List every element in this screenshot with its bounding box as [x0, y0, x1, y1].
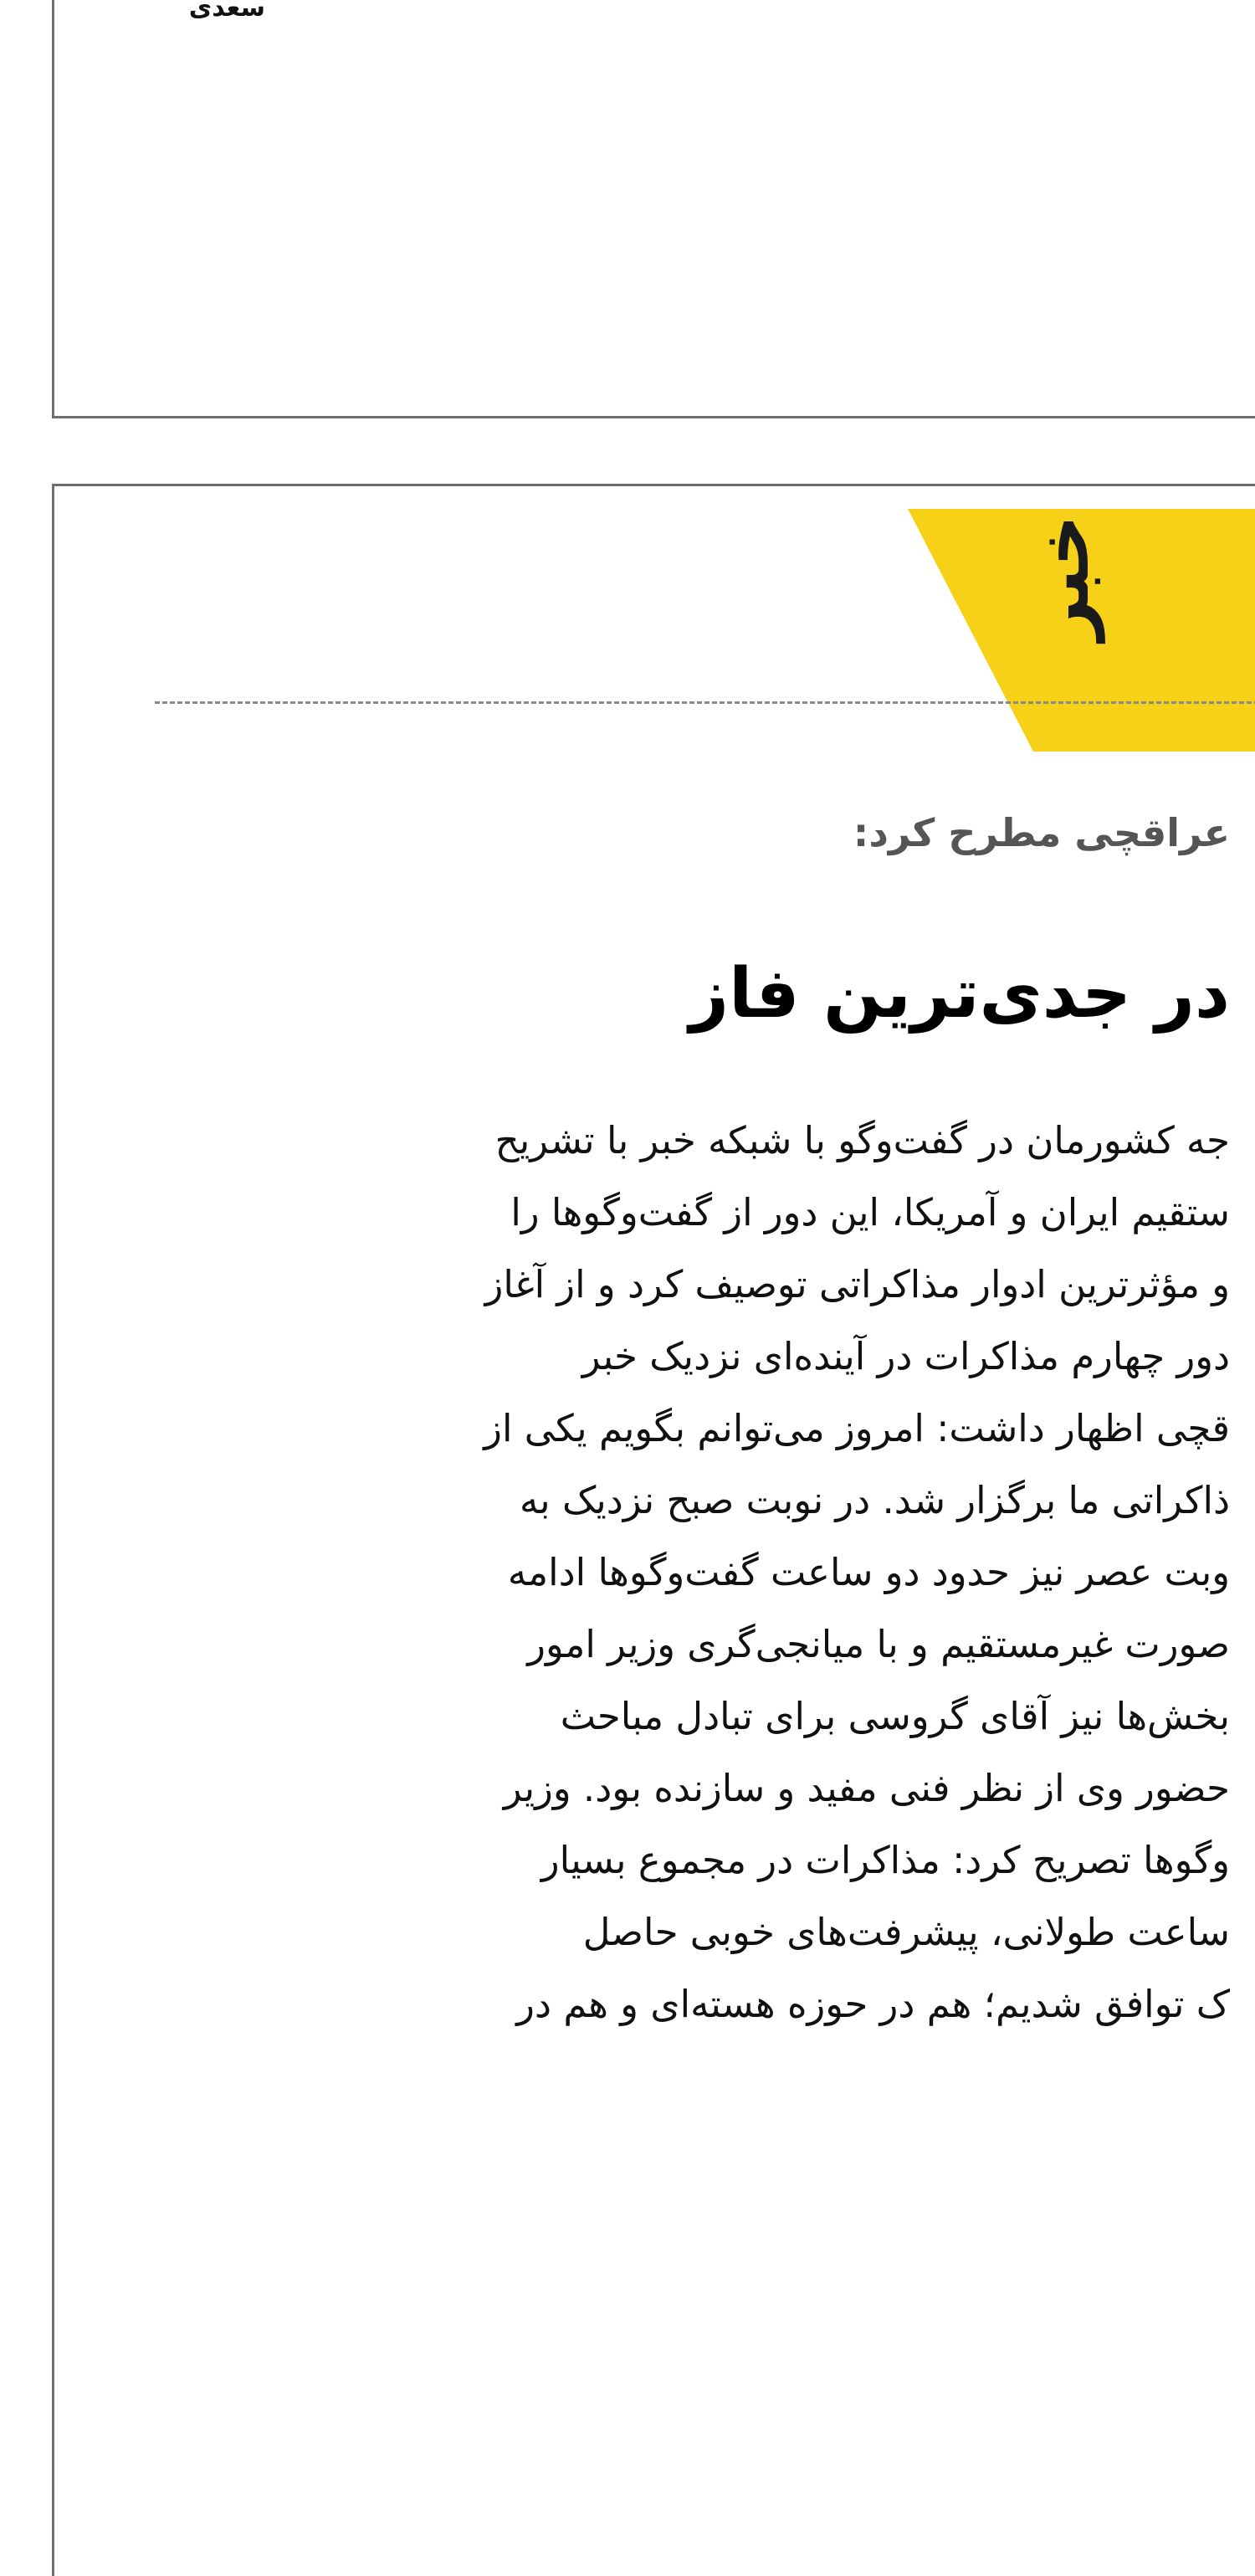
top-article-box: [52, 0, 1255, 418]
body-line: وبت عصر نیز حدود دو ساعت گفت‌وگوها ادامه: [507, 1550, 1230, 1594]
article-headline: در جدی‌ترین فاز: [689, 954, 1230, 1034]
body-line: جه کشورمان در گفت‌وگو با شبکه خبر با تشریح: [494, 1118, 1230, 1162]
body-line: ستقیم ایران و آمریکا، این دور از گفت‌وگوها را: [510, 1190, 1230, 1234]
body-line: ساعت طولانی، پیشرفت‌های خوبی حاصل: [582, 1910, 1230, 1954]
body-line: ک توافق شدیم؛ هم در حوزه هسته‌ای و هم در: [516, 1982, 1230, 2026]
top-article-text: سعدی: [188, 0, 265, 23]
news-flag-label: خبر: [1022, 515, 1105, 641]
body-line: وگوها تصریح کرد: مذاکرات در مجموع بسیار: [540, 1838, 1230, 1882]
body-line: حضور وی از نظر فنی مفید و سازنده بود. وزیر: [503, 1766, 1230, 1810]
article-body: [0, 1105, 1255, 2040]
body-line: بخش‌ها نیز آقای گروسی برای تبادل مباحث: [560, 1694, 1230, 1738]
dashed-divider: [155, 701, 1255, 704]
article-kicker: عراقچی مطرح کرد:: [853, 810, 1230, 855]
body-line: قچی اظهار داشت: امروز می‌توانم بگویم یکی از: [484, 1406, 1230, 1450]
body-line: دور چهارم مذاکرات در آینده‌ای نزدیک خبر: [581, 1334, 1230, 1378]
body-line: صورت غیرمستقیم و با میانجی‌گری وزیر امور: [527, 1622, 1230, 1666]
body-line: و مؤثرترین ادوار مذاکراتی توصیف کرد و از آغاز: [484, 1262, 1230, 1306]
body-line: ذاکراتی ما برگزار شد. در نوبت صبح نزدیک به: [520, 1478, 1230, 1522]
